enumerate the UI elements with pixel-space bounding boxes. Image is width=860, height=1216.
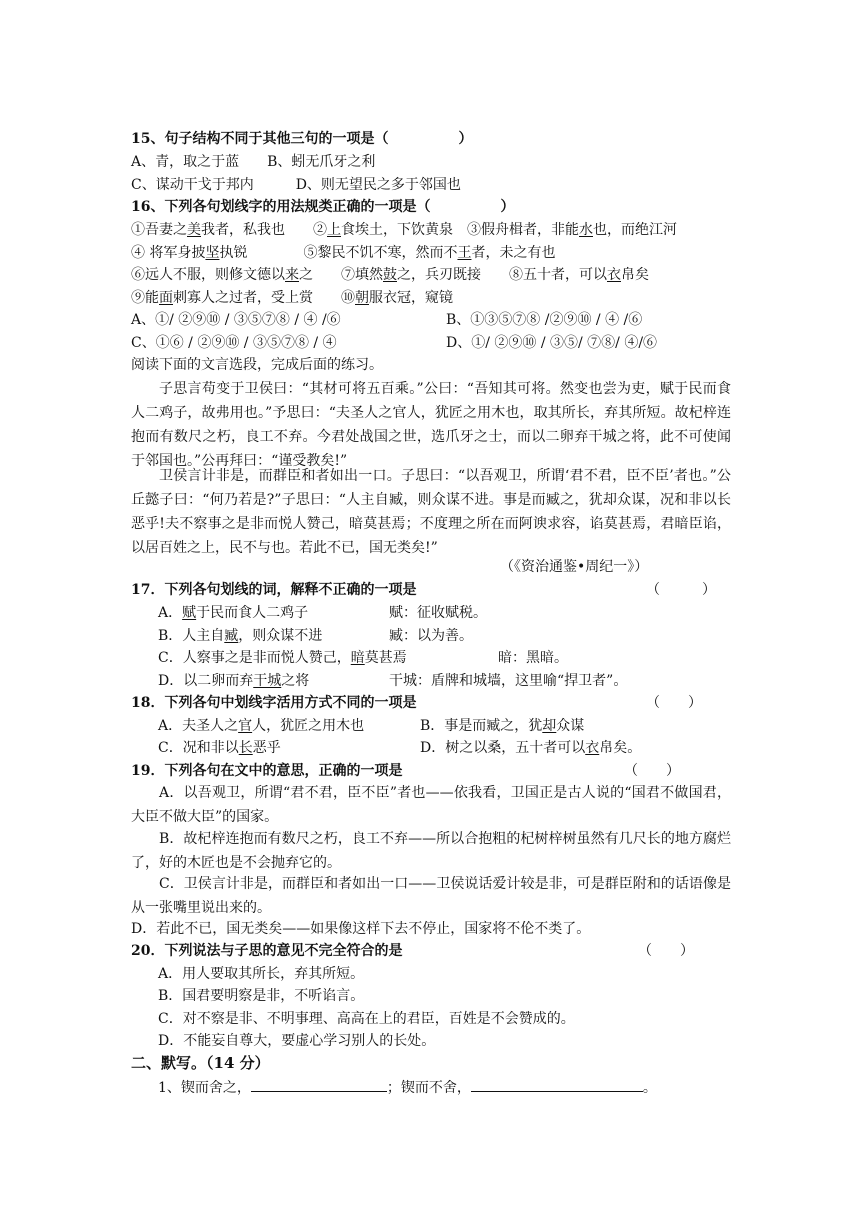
- q15-title: 15、句子结构不同于其他三句的一项是（ ）: [131, 131, 473, 147]
- q16-option-b: B、①③⑤⑦⑧ /②⑨⑩ / ④ /⑥: [446, 312, 643, 328]
- q17-option-c: C．人察事之是非而悦人赞己，暗莫甚焉: [158, 650, 407, 666]
- q20-option-c: C．对不察是非、不明事理、高高在上的君臣，百姓是不会赞成的。: [158, 1011, 575, 1027]
- reading-intro: 阅读下面的文言选段，完成后面的练习。: [131, 357, 383, 373]
- q19-answer-paren: （ ）: [624, 763, 680, 779]
- reading-paragraph-2: 卫侯言计非是，而群臣和者如出一口。子思曰：“以吾观卫，所谓‘君不君，臣不臣’者也。”公丘懿子曰：“何乃若是?”子思曰：“人主自臧，则众谋不进。事是而臧之，犹却众谋，况和非以长恶乎!夫不察事之是非而悦人赞己，暗莫甚焉；不度理之所在而阿谀求容，谄莫甚焉，君暗臣谄，以居百姓之上，民不与也。若此不已，国无类矣!”: [131, 468, 731, 556]
- answer-blank-2[interactable]: [471, 1077, 643, 1092]
- q16-option-c: C、①⑥ / ②⑨⑩ / ③⑤⑦⑧ / ④: [131, 335, 337, 351]
- q20-answer-paren: （ ）: [638, 943, 694, 959]
- q20-title: 20．下列说法与子思的意见不完全符合的是: [131, 943, 403, 959]
- q17-option-b-gloss: 臧：以为善。: [389, 628, 473, 644]
- q16-line4: ⑨能面刺寡人之过者，受上赏 ⑩朝服衣冠，窥镜: [131, 290, 453, 306]
- q19-option-d: D．若此不已，国无类矣——如果像这样下去不停止，国家将不伦不类了。: [131, 921, 591, 937]
- q20-option-b: B．国君要明察是非，不听谄言。: [158, 988, 365, 1004]
- q17-option-b: B．人主自臧，则众谋不进: [158, 628, 323, 644]
- q18-option-a: A．夫圣人之官人，犹匠之用木也: [158, 718, 365, 734]
- q20-option-a: A．用人要取其所长，弃其所短。: [158, 966, 365, 982]
- q16-option-a: A、①/ ②⑨⑩ / ③⑤⑦⑧ / ④ /⑥: [131, 312, 341, 328]
- q16-title: 16、下列各句划线字的用法规类正确的一项是（ ）: [131, 199, 515, 215]
- q18-option-c: C．况和非以长恶乎: [158, 740, 281, 756]
- q17-option-d-gloss: 干城：盾牌和城墙，这里喻“捍卫者”。: [389, 673, 628, 689]
- q17-option-d: D．以二卵而弃干城之将: [158, 673, 310, 689]
- reading-source: （《资治通鉴•周纪一》）: [500, 559, 649, 575]
- q18-option-d: D．树之以桑，五十者可以衣帛矣。: [420, 740, 642, 756]
- q18-answer-paren: （ ）: [646, 695, 702, 711]
- q18-title: 18．下列各句中划线字活用方式不同的一项是: [131, 695, 417, 711]
- q17-title: 17．下列各句划线的词，解释不正确的一项是: [131, 582, 417, 598]
- dictation-item-1: 1、锲而舍之， ；锲而不舍， 。: [158, 1077, 657, 1099]
- answer-blank-1[interactable]: [251, 1077, 387, 1092]
- q17-answer-paren: （ ）: [646, 582, 716, 598]
- q15-options-cd: C、谋动干戈于邦内 D、则无望民之多于邻国也: [131, 177, 461, 193]
- q20-option-d: D．不能妄自尊大，要虚心学习别人的长处。: [158, 1033, 436, 1049]
- q16-option-d: D、①/ ②⑨⑩ / ③⑤/ ⑦⑧/ ④/⑥: [446, 335, 658, 351]
- q17-option-a: A．赋于民而食人二鸡子: [158, 605, 309, 621]
- q19-option-c: C．卫侯言计非是，而群臣和者如出一口——卫侯说话爱计较是非，可是群臣附和的话语像是从一张嘴里说出来的。: [131, 876, 731, 916]
- reading-paragraph-1: 子思言苟变于卫侯曰：“其材可将五百乘。”公曰：“吾知其可将。然变也尝为吏，赋于民而食人二鸡子，故弗用也。”予思曰：“夫圣人之官人，犹匠之用木也，取其所长，弃其所短。故杞梓连抱而有数尺之朽，良工不弃。今君处战国之世，选爪牙之士，而以二卵弃干城之将，此不可使闻于邻国也。”公再拜曰：“谨受教矣!”: [131, 381, 731, 469]
- q16-line1: ①吾妻之美我者，私我也 ②上食埃土，下饮黄泉 ③假舟楫者，非能水也，而绝江河: [131, 222, 677, 238]
- q18-option-b: B．事是而臧之，犹却众谋: [420, 718, 585, 734]
- q17-option-c-gloss: 暗：黑暗。: [498, 650, 568, 666]
- q15-options-ab: A、青，取之于蓝 B、蚓无爪牙之利: [131, 154, 376, 170]
- q16-line3: ⑥远人不服，则修文德以来之 ⑦填然鼓之，兵刃既接 ⑧五十者，可以衣帛矣: [131, 267, 649, 283]
- q19-option-a: A．以吾观卫，所谓“君不君，臣不臣”者也——依我看，卫国正是古人说的“国君不做国君，大臣不做大臣”的国家。: [131, 785, 731, 825]
- q19-option-b: B．故杞梓连抱而有数尺之朽，良工不弃——所以合抱粗的杞树梓树虽然有几尺长的地方腐烂了，好的木匠也是不会抛弃它的。: [131, 831, 731, 871]
- section2-title: 二、默写。（14 分）: [131, 1054, 270, 1072]
- q16-line2: ④ 将军身披坚执锐 ⑤黎民不饥不寒，然而不王者，未之有也: [131, 245, 556, 261]
- q17-option-a-gloss: 赋：征收赋税。: [389, 605, 487, 621]
- q19-title: 19．下列各句在文中的意思，正确的一项是: [131, 763, 403, 779]
